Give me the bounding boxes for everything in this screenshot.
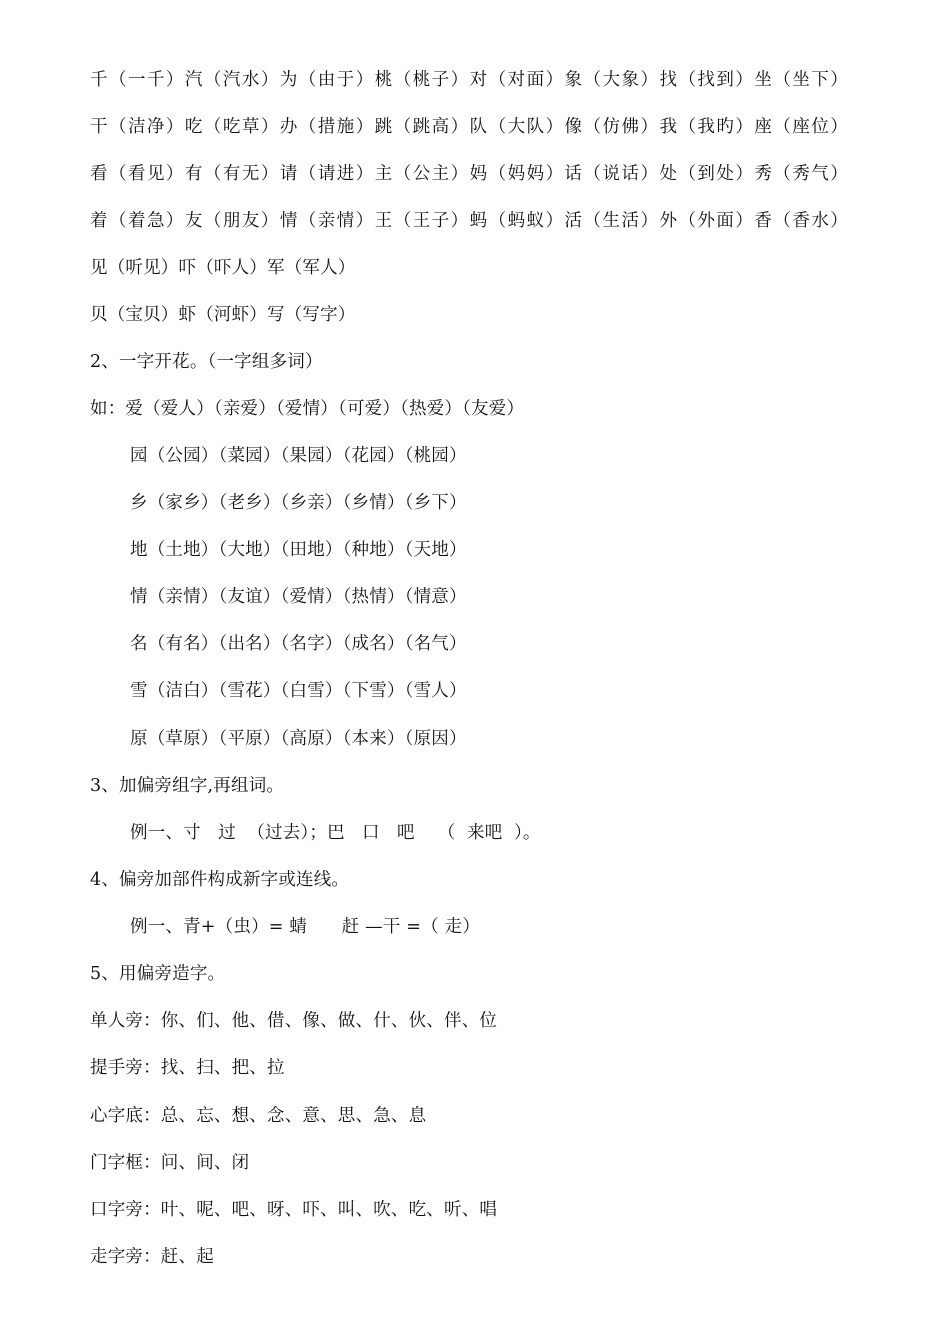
word-group-row: 名（有名）（出名）（名字）（成名）（名气） <box>130 634 467 654</box>
word-pair-line: 看（看见）有（有无）请（请进）主（公主）妈（妈妈）话（说话）处（到处）秀（秀气） <box>90 164 848 184</box>
word-group-row: 如：爱（爱人）（亲爱）（爱情）（可爱）（热爱）（友爱） <box>90 399 525 419</box>
word-group-row: 地（土地）（大地）（田地）（种地）（天地） <box>130 540 467 560</box>
word-group-row: 情（亲情）（友谊）（爱情）（热情）（情意） <box>130 587 467 607</box>
word-pair-line: 干（洁净）吃（吃草）办（措施）跳（跳高）队（大队）像（仿佛）我（我旳）座（座位） <box>90 117 848 137</box>
section-heading: 3、加偏旁组字,再组词。 <box>90 776 285 796</box>
word-pair-line: 千（一千）汽（汽水）为（由于）桃（桃子）对（对面）象（大象）找（找到）坐（坐下） <box>90 70 848 90</box>
word-pair-line: 贝（宝贝）虾（河虾）写（写字） <box>90 305 356 325</box>
section-heading: 4、偏旁加部件构成新字或连线。 <box>90 870 350 890</box>
section-heading: 5、用偏旁造字。 <box>90 964 226 984</box>
radical-row: 单人旁：你、们、他、借、像、做、什、伙、伴、位 <box>90 1011 498 1031</box>
word-pair-line: 着（着急）友（朋友）情（亲情）王（王子）蚂（蚂蚁）活（生活）外（外面）香（香水） <box>90 211 848 231</box>
section-heading: 2、一字开花。（一字组多词） <box>90 352 323 372</box>
radical-row: 门字框：问、间、闭 <box>90 1153 250 1173</box>
word-group-row: 乡（家乡）（老乡）（乡亲）（乡情）（乡下） <box>130 493 467 513</box>
radical-row: 口字旁：叶、呢、吧、呀、吓、叫、吹、吃、听、唱 <box>90 1200 498 1220</box>
word-group-row: 园（公园）（菜园）（果园）（花园）（桃园） <box>130 446 467 466</box>
radical-row: 提手旁：找、扫、把、拉 <box>90 1058 285 1078</box>
word-group-row: 雪（洁白）（雪花）（白雪）（下雪）（雪人） <box>130 681 467 701</box>
word-pair-line: 见（听见）吓（吓人）军（军人） <box>90 258 356 278</box>
example-line: 例一、寸 过 （过去）；巴 口 吧 （ 来吧 ）。 <box>130 823 541 843</box>
radical-row: 心字底：总、忘、想、念、意、思、急、息 <box>90 1106 427 1126</box>
radical-row: 走字旁：赶、起 <box>90 1247 214 1267</box>
example-line: 例一、青+（虫）= 蜻 赶 —干 =（ 走） <box>130 917 481 937</box>
word-group-row: 原（草原）（平原）（高原）（本来）（原因） <box>130 729 467 749</box>
